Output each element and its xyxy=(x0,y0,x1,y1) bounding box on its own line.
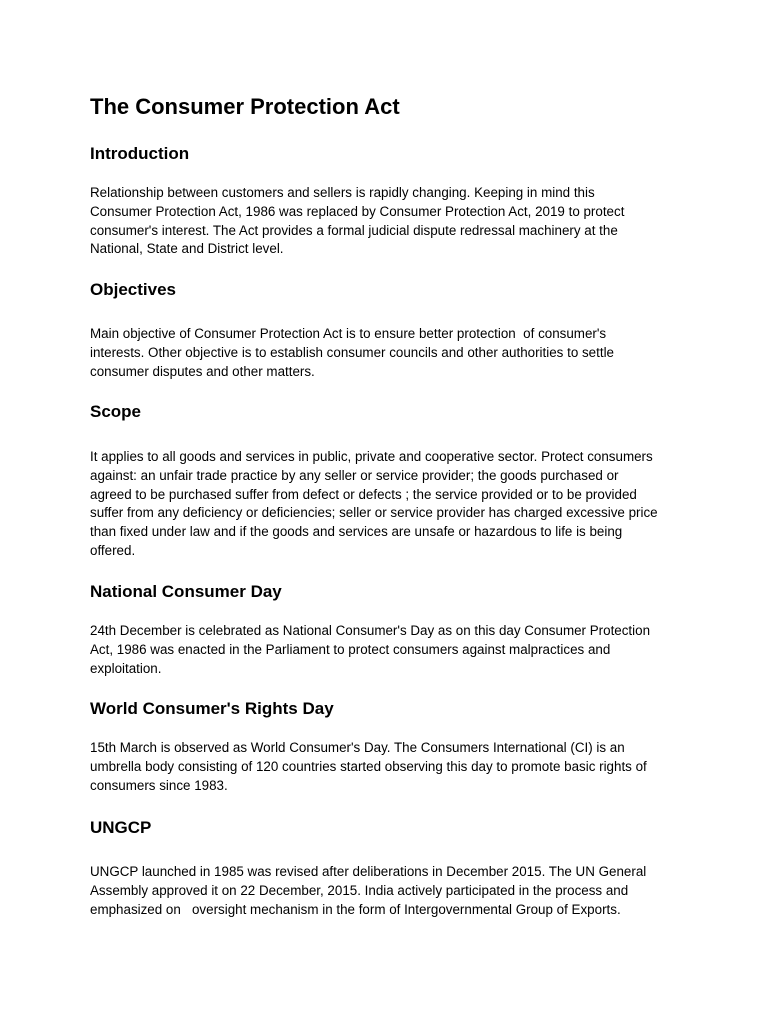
section-body-introduction xyxy=(90,184,690,259)
section-heading-national-consumer-day: National Consumer Day xyxy=(90,582,282,601)
section-body-ungcp xyxy=(90,863,690,919)
body-line: consumer disputes and other matters. xyxy=(90,363,315,379)
body-line: It applies to all goods and services in public, private and cooperative sector. Protect consumers xyxy=(90,449,653,464)
section-heading-world-consumer-rights-day: World Consumer's Rights Day xyxy=(90,699,334,718)
body-line: umbrella body consisting of 120 countries started observing this day to promote basic rights of xyxy=(90,758,647,774)
body-line: interests. Other objective is to establish consumer councils and other authorities to settle xyxy=(90,344,614,360)
body-line: Assembly approved it on 22 December, 2015. India actively participated in the process and xyxy=(90,882,629,898)
document-title: The Consumer Protection Act xyxy=(90,94,400,119)
body-line: Act, 1986 was enacted in the Parliament to protect consumers against malpractices and xyxy=(90,641,611,657)
body-line: National, State and District level. xyxy=(90,241,284,257)
body-line: 24th December is celebrated as National Consumer's Day as on this day Consumer Protection xyxy=(90,623,651,638)
body-line: Consumer Protection Act, 1986 was replaced by Consumer Protection Act, 2019 to protect xyxy=(90,203,625,219)
section-body-world-consumer-rights-day xyxy=(90,739,690,795)
body-line: 15th March is observed as World Consumer's Day. The Consumers International (CI) is an xyxy=(90,740,625,755)
body-line: exploitation. xyxy=(90,660,162,676)
body-line: Main objective of Consumer Protection Act is to ensure better protection of consumer's xyxy=(90,326,607,341)
body-line: than fixed under law and if the goods and services are unsafe or hazardous to life is being xyxy=(90,524,623,540)
body-line: Relationship between customers and sellers is rapidly changing. Keeping in mind this xyxy=(90,185,595,200)
section-heading-objectives: Objectives xyxy=(90,280,176,299)
section-heading-introduction: Introduction xyxy=(90,144,190,163)
body-line: emphasized on oversight mechanism in the form of Intergovernmental Group of Exports. xyxy=(90,901,621,917)
body-line: offered. xyxy=(90,542,136,558)
body-line: suffer from any deficiency or deficiencies; seller or service provider has charged excessive price xyxy=(90,505,658,521)
body-line: agreed to be purchased suffer from defect or defects ; the service provided or to be provided xyxy=(90,486,637,502)
section-heading-scope: Scope xyxy=(90,402,142,421)
body-line: consumer's interest. The Act provides a formal judicial dispute redressal machinery at the xyxy=(90,222,618,238)
section-body-objectives xyxy=(90,325,690,381)
section-body-national-consumer-day xyxy=(90,622,690,678)
section-heading-ungcp: UNGCP xyxy=(90,818,152,837)
section-body-scope xyxy=(90,448,690,561)
body-line: UNGCP launched in 1985 was revised after deliberations in December 2015. The UN General xyxy=(90,864,647,879)
body-line: consumers since 1983. xyxy=(90,777,228,793)
body-line: against: an unfair trade practice by any seller or service provider; the goods purchased or xyxy=(90,467,619,483)
